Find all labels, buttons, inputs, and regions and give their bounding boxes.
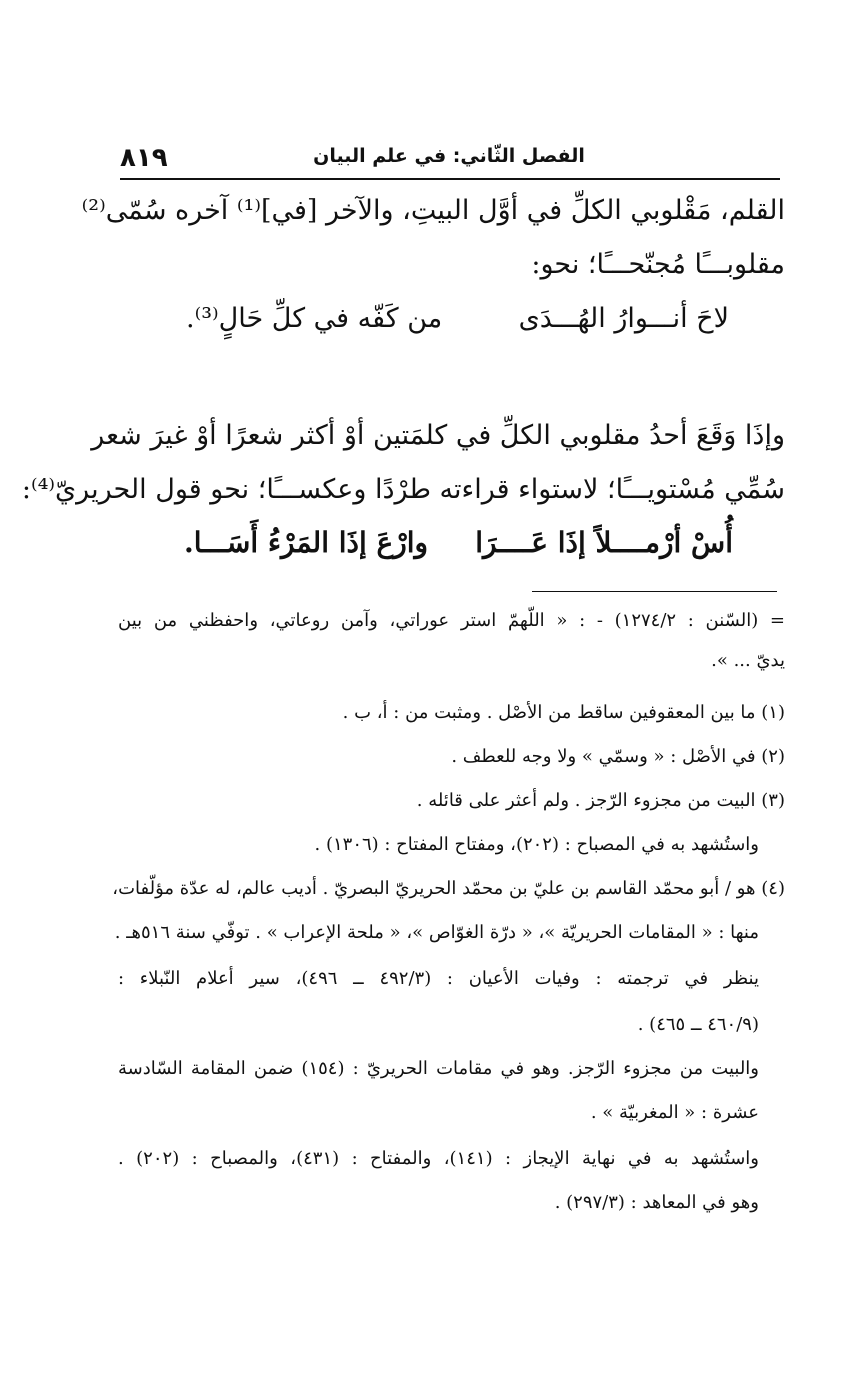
footnote-4-line-3: ينظر في ترجمته : وفيات الأعيان : (٤٩٢/٣ ــ ٤٩٦)، سير أعلام النّبلاء :	[118, 968, 759, 989]
footnote-1: (١) ما بين المعقوفين ساقط من الأصْل . ومثبت من : أ، ب .	[342, 702, 785, 723]
footnote-3-line-2: واستُشهد به في المصباح : (٢٠٢)، ومفتاح المفتاح : (١٣٠٦) .	[314, 834, 759, 855]
running-header	[120, 143, 778, 177]
verse-2-left-hemistich: وارْعَ إذَا المَرْءُ أَسَـــا.	[184, 526, 429, 559]
body-line-2: مقلوبـــًا مُجنّحـــًا؛ نحو:	[531, 249, 785, 280]
body-line-1: القلم، مَقْلوبي الكلِّ في أوَّل البيتِ، والآخر [في]⁽¹⁾ آخره سُمّى⁽²⁾	[81, 195, 785, 226]
header-rule	[120, 178, 780, 180]
footnote-4-line-2: منها : « المقامات الحريريّة »، « درّة الغوّاص »، « ملحة الإعراب » . توفّي سنة ٥١٦هـ .	[114, 922, 759, 943]
footnote-4-line-1: (٤) هو / أبو محمّد القاسم بن عليّ بن محمّد الحريريّ البصريّ . أديب عالم، له عدّة مؤلّفات،	[112, 878, 785, 899]
body-line-3: وإذَا وَقَعَ أحدُ مقلوبي الكلِّ في كلمَتين أوْ أكثر شعرًا أوْ غيرَ شعر	[91, 420, 785, 451]
footnote-4-line-5: والبيت من مجزوء الرّجز. وهو في مقامات الحريريّ : (١٥٤) ضمن المقامة السّادسة	[118, 1058, 759, 1079]
footnote-4-line-7: واستُشهد به في نهاية الإيجاز : (١٤١)، والمفتاح : (٤٣١)، والمصباح : (٢٠٢) .	[118, 1148, 759, 1169]
footnote-4-line-6: عشرة : « المغربيّة » .	[590, 1102, 759, 1123]
running-title: الفصل الثّاني: في علم البيان	[313, 145, 585, 167]
verse-1-right-hemistich: لاحَ أنـــوارُ الهُـــدَى	[518, 303, 729, 334]
footnote-rule	[532, 591, 777, 592]
footnote-2: (٢) في الأصْل : « وسمّي » ولا وجه للعطف .	[451, 746, 785, 767]
verse-2-right-hemistich: أُسْ أرْمــــلاً إذَا عَــــرَا	[475, 526, 733, 559]
footnote-continued-line-2: يديّ ... ».	[711, 650, 785, 671]
verse-1-left-hemistich: من كَفّه في كلِّ حَالٍ⁽³⁾.	[186, 303, 443, 334]
page-number: ٨١٩	[120, 143, 168, 173]
footnote-4-line-8: وهو في المعاهد : (٢٩٧/٣) .	[554, 1192, 759, 1213]
body-line-4: سُمِّي مُسْتويـــًا؛ لاستواء قراءته طرْدًا وعكســـًا؛ نحو قول الحريريّ⁽⁴⁾:	[21, 474, 785, 505]
footnote-3: (٣) البيت من مجزوء الرّجز . ولم أعثر على قائله .	[416, 790, 785, 811]
footnote-continued-line-1: = (السّنن : ١٢٧٤/٢) - : « اللّهمّ استر عوراتي، وآمن روعاتي، واحفظني من بين	[118, 610, 785, 631]
footnote-4-line-4: (٤٦٠/٩ ــ ٤٦٥) .	[637, 1014, 759, 1035]
